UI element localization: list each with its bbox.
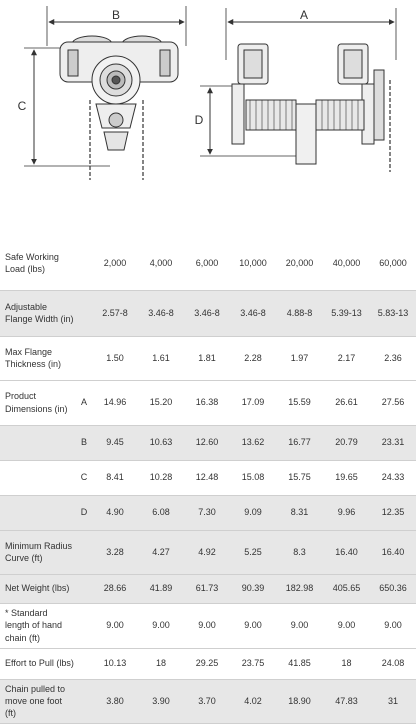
table-cell: 9.00: [184, 603, 230, 648]
table-cell: 4.02: [230, 679, 276, 723]
table-cell: 3.46-8: [184, 290, 230, 336]
table-cell: 405.65: [323, 574, 370, 603]
table-cell: 23.31: [370, 425, 416, 460]
trolley-dimension-diagram: [0, 0, 416, 236]
row-sublabel: [76, 648, 92, 679]
row-sublabel: [76, 679, 92, 723]
table-cell: 24.33: [370, 460, 416, 495]
table-cell: 16.38: [184, 380, 230, 425]
table-cell: 47.83: [323, 679, 370, 723]
table-row: [0, 679, 416, 723]
row-label: Max Flange Thickness (in): [0, 336, 76, 380]
row-label: Product Dimensions (in): [0, 380, 76, 425]
table-cell: 23.75: [230, 648, 276, 679]
table-cell: 26.61: [323, 380, 370, 425]
table-cell: 12.35: [370, 495, 416, 530]
table-cell: 18: [138, 648, 184, 679]
table-cell: 15.08: [230, 460, 276, 495]
row-sublabel: [76, 290, 92, 336]
table-row: [0, 648, 416, 679]
table-row: [0, 380, 416, 425]
table-cell: 1.97: [276, 336, 323, 380]
table-cell: 9.00: [323, 603, 370, 648]
row-sublabel: A: [76, 380, 92, 425]
label-d: D: [194, 113, 204, 127]
label-a: A: [299, 8, 309, 22]
table-cell: 10.13: [92, 648, 138, 679]
table-cell: 41.89: [138, 574, 184, 603]
table-row: [0, 290, 416, 336]
table-cell: 9.00: [230, 603, 276, 648]
table-cell: 4,000: [138, 236, 184, 290]
row-label: [0, 495, 76, 530]
table-cell: 2.36: [370, 336, 416, 380]
row-label: Net Weight (lbs): [0, 574, 76, 603]
table-cell: 4.90: [92, 495, 138, 530]
row-label: Minimum Radius Curve (ft): [0, 530, 76, 574]
table-cell: 16.40: [370, 530, 416, 574]
table-row: [0, 460, 416, 495]
front-view: [24, 6, 186, 180]
table-cell: 28.66: [92, 574, 138, 603]
table-cell: 61.73: [184, 574, 230, 603]
row-label: Adjustable Flange Width (in): [0, 290, 76, 336]
table-cell: 9.09: [230, 495, 276, 530]
table-cell: 18: [323, 648, 370, 679]
table-cell: 8.31: [276, 495, 323, 530]
table-row: [0, 574, 416, 603]
table-cell: 15.20: [138, 380, 184, 425]
table-cell: 12.60: [184, 425, 230, 460]
table-cell: 12.48: [184, 460, 230, 495]
table-row: [0, 495, 416, 530]
label-c: C: [17, 99, 27, 113]
table-cell: 10.28: [138, 460, 184, 495]
table-cell: 2.28: [230, 336, 276, 380]
table-cell: 9.00: [138, 603, 184, 648]
row-label: * Standard length of hand chain (ft): [0, 603, 76, 648]
table-cell: 31: [370, 679, 416, 723]
table-cell: 4.88-8: [276, 290, 323, 336]
table-cell: 9.96: [323, 495, 370, 530]
table-cell: 90.39: [230, 574, 276, 603]
table-cell: 8.41: [92, 460, 138, 495]
table-row: [0, 336, 416, 380]
table-cell: 10.63: [138, 425, 184, 460]
table-cell: 3.90: [138, 679, 184, 723]
table-cell: 5.39-13: [323, 290, 370, 336]
table-cell: 20,000: [276, 236, 323, 290]
table-cell: 17.09: [230, 380, 276, 425]
row-label: Safe Working Load (lbs): [0, 236, 76, 290]
table-cell: 19.65: [323, 460, 370, 495]
row-label: [0, 460, 76, 495]
row-sublabel: B: [76, 425, 92, 460]
row-sublabel: [76, 603, 92, 648]
table-row: [0, 530, 416, 574]
row-sublabel: D: [76, 495, 92, 530]
table-cell: 5.25: [230, 530, 276, 574]
table-cell: 16.77: [276, 425, 323, 460]
table-cell: 24.08: [370, 648, 416, 679]
table-cell: 2.17: [323, 336, 370, 380]
row-sublabel: [76, 336, 92, 380]
table-cell: 182.98: [276, 574, 323, 603]
row-label: Effort to Pull (lbs): [0, 648, 76, 679]
table-cell: 18.90: [276, 679, 323, 723]
table-cell: 5.83-13: [370, 290, 416, 336]
table-row: [0, 236, 416, 290]
table-cell: 20.79: [323, 425, 370, 460]
specification-table: [0, 236, 416, 724]
table-cell: 4.92: [184, 530, 230, 574]
table-cell: 3.70: [184, 679, 230, 723]
table-row: [0, 425, 416, 460]
table-cell: 1.61: [138, 336, 184, 380]
table-cell: 16.40: [323, 530, 370, 574]
row-label: [0, 425, 76, 460]
table-cell: 8.3: [276, 530, 323, 574]
table-cell: 3.46-8: [230, 290, 276, 336]
row-sublabel: [76, 574, 92, 603]
table-cell: 3.80: [92, 679, 138, 723]
side-view: [200, 8, 396, 172]
table-cell: 14.96: [92, 380, 138, 425]
table-cell: 1.50: [92, 336, 138, 380]
table-cell: 60,000: [370, 236, 416, 290]
table-cell: 10,000: [230, 236, 276, 290]
table-cell: 6,000: [184, 236, 230, 290]
table-cell: 2.57-8: [92, 290, 138, 336]
row-sublabel: [76, 530, 92, 574]
table-cell: 15.59: [276, 380, 323, 425]
table-cell: 6.08: [138, 495, 184, 530]
table-cell: 4.27: [138, 530, 184, 574]
table-cell: 9.45: [92, 425, 138, 460]
row-sublabel: [76, 236, 92, 290]
table-row: [0, 603, 416, 648]
table-cell: 9.00: [92, 603, 138, 648]
table-cell: 650.36: [370, 574, 416, 603]
table-cell: 15.75: [276, 460, 323, 495]
table-cell: 27.56: [370, 380, 416, 425]
table-cell: 40,000: [323, 236, 370, 290]
row-sublabel: C: [76, 460, 92, 495]
row-label: Chain pulled to move one foot (ft): [0, 679, 76, 723]
label-b: B: [111, 8, 121, 22]
table-cell: 9.00: [276, 603, 323, 648]
table-cell: 7.30: [184, 495, 230, 530]
table-cell: 3.46-8: [138, 290, 184, 336]
table-cell: 9.00: [370, 603, 416, 648]
table-cell: 41.85: [276, 648, 323, 679]
table-cell: 3.28: [92, 530, 138, 574]
table-cell: 13.62: [230, 425, 276, 460]
table-cell: 2,000: [92, 236, 138, 290]
table-cell: 29.25: [184, 648, 230, 679]
table-cell: 1.81: [184, 336, 230, 380]
